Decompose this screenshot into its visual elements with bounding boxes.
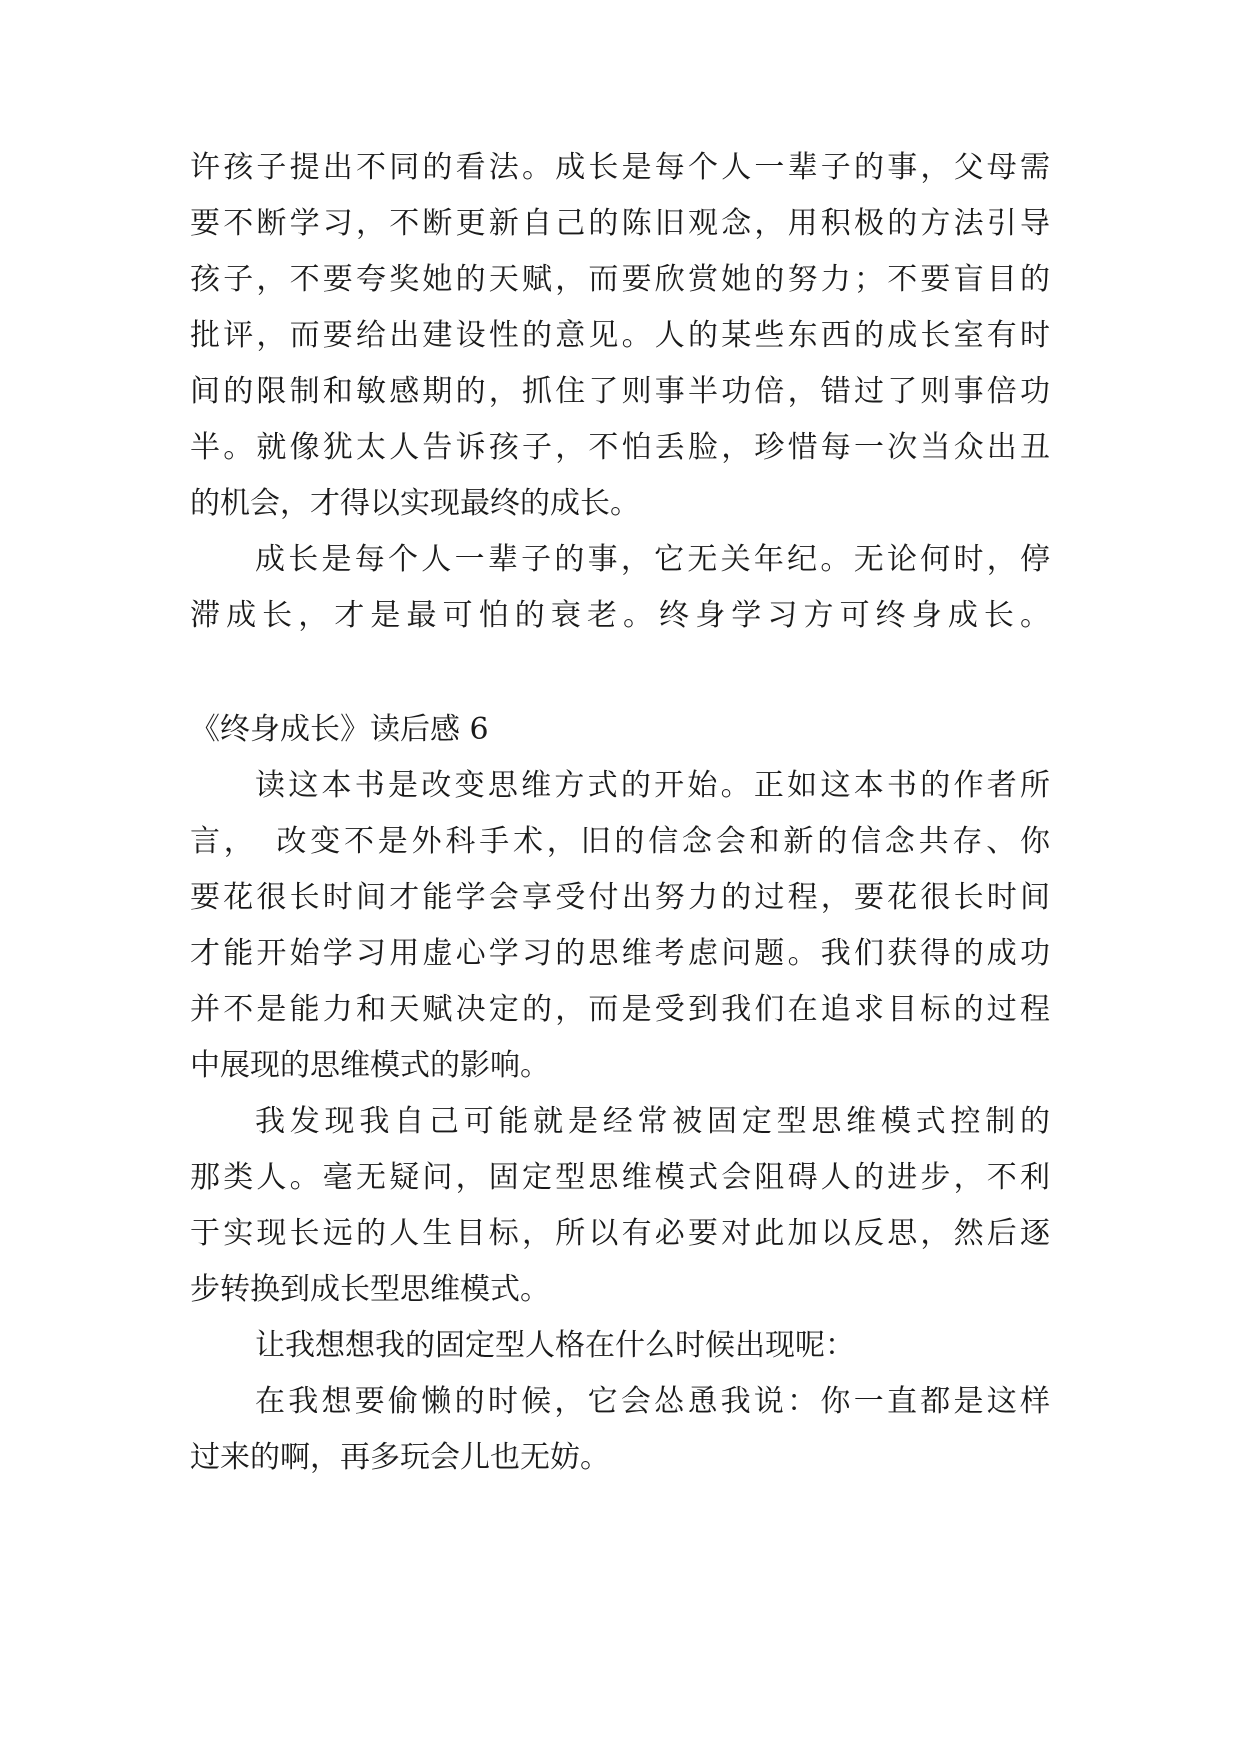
text-line: 成长是每个人一辈子的事，它无关年纪。无论何时，停: [255, 542, 1050, 577]
text-line: 间的限制和敏感期的，抓住了则事半功倍，错过了则事倍功: [190, 374, 1050, 409]
text-line: 半。就像犹太人告诉孩子，不怕丢脸，珍惜每一次当众出丑: [190, 430, 1050, 465]
text-line: 过来的啊，再多玩会儿也无妨。: [190, 1440, 610, 1475]
text-line: 的机会，才得以实现最终的成长。: [190, 486, 640, 521]
text-line: 孩子，不要夸奖她的天赋，而要欣赏她的努力；不要盲目的: [190, 262, 1050, 297]
text-line: 言， 改变不是外科手术，旧的信念会和新的信念共存、你: [190, 824, 1050, 859]
text-line: 许孩子提出不同的看法。成长是每个人一辈子的事，父母需: [190, 150, 1050, 185]
text-line: 让我想想我的固定型人格在什么时候出现呢：: [255, 1328, 855, 1363]
text-line: 步转换到成长型思维模式。: [190, 1272, 550, 1307]
text-line: 批评，而要给出建设性的意见。人的某些东西的成长室有时: [190, 318, 1050, 353]
section-heading: 《终身成长》读后感 6: [190, 712, 489, 747]
text-line: 滞成长，才是最可怕的衰老。终身学习方可终身成长。: [190, 598, 1050, 633]
text-line: 要花很长时间才能学会享受付出努力的过程，要花很长时间: [190, 880, 1050, 915]
text-line: 要不断学习，不断更新自己的陈旧观念，用积极的方法引导: [190, 206, 1050, 241]
text-line: 于实现长远的人生目标，所以有必要对此加以反思，然后逐: [190, 1216, 1050, 1251]
text-line: 中展现的思维模式的影响。: [190, 1048, 550, 1083]
text-line: 在我想要偷懒的时候，它会怂恿我说：你一直都是这样: [255, 1384, 1050, 1419]
text-line: 并不是能力和天赋决定的，而是受到我们在追求目标的过程: [190, 992, 1050, 1027]
text-line: 我发现我自己可能就是经常被固定型思维模式控制的: [255, 1104, 1050, 1139]
text-line: 才能开始学习用虚心学习的思维考虑问题。我们获得的成功: [190, 936, 1050, 971]
text-line: 读这本书是改变思维方式的开始。正如这本书的作者所: [255, 768, 1050, 803]
text-line: 那类人。毫无疑问，固定型思维模式会阻碍人的进步，不利: [190, 1160, 1050, 1195]
